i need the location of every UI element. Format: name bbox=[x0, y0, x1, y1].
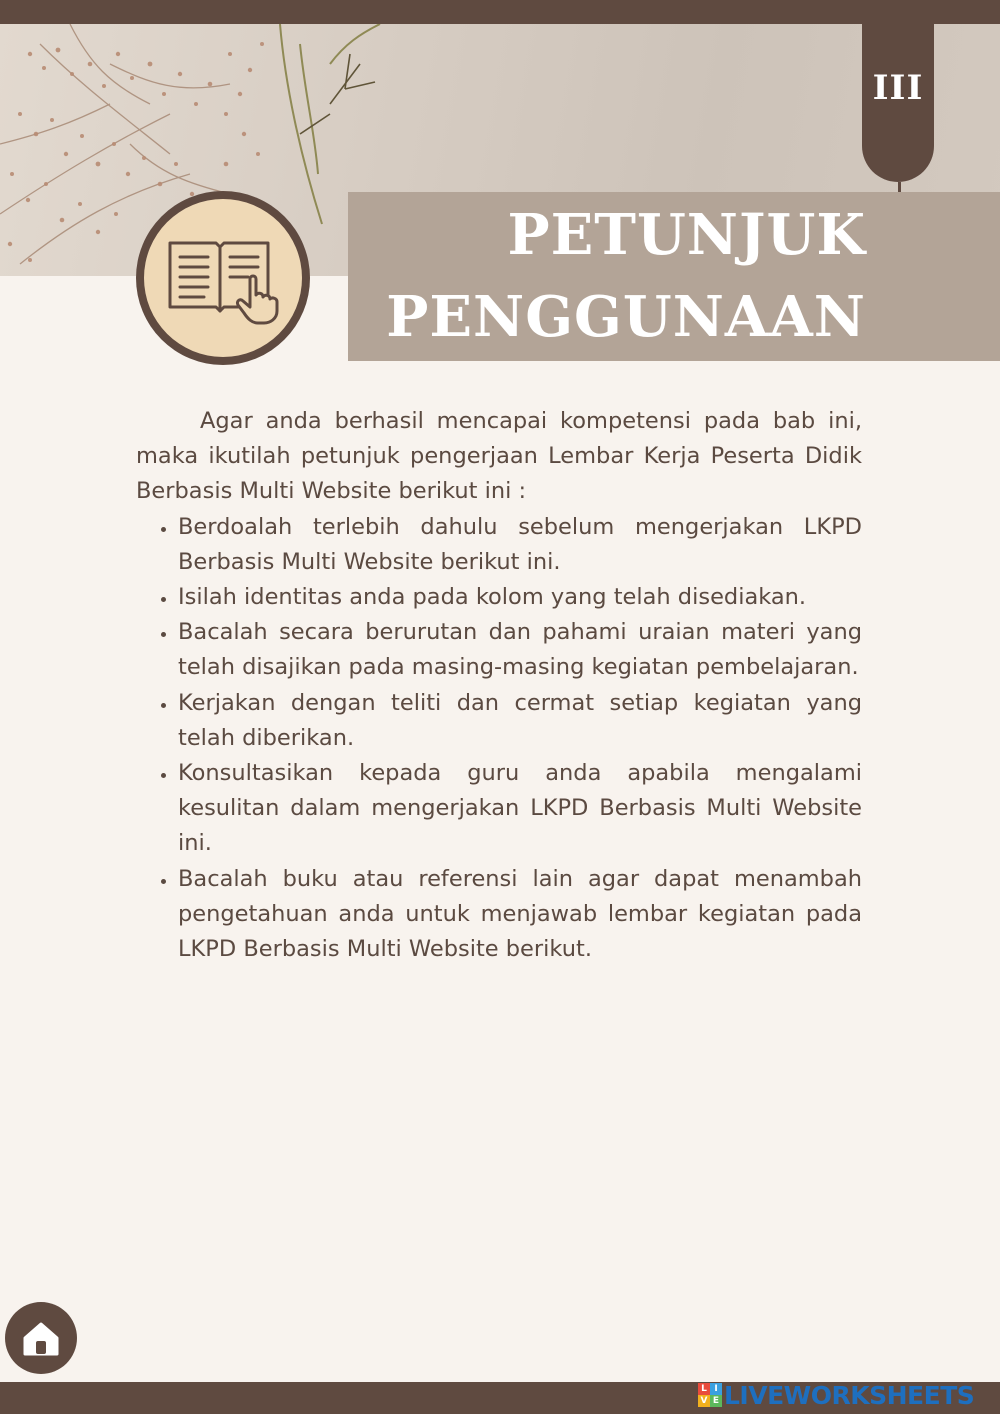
liveworksheets-watermark bbox=[698, 1382, 974, 1408]
liveworksheets-wordmark: LIVEWORKSHEETS bbox=[724, 1380, 975, 1410]
chapter-number: III bbox=[872, 68, 924, 108]
section-emblem bbox=[136, 191, 310, 365]
list-item: • Isilah identitas anda pada kolom yang telah disediakan. bbox=[178, 580, 862, 615]
top-bar bbox=[0, 0, 1000, 24]
intro-paragraph: Agar anda berhasil mencapai kompetensi pada bab ini, maka ikutilah petunjuk pengerjaan Lembar Kerja Peserta Didik Berbasis Multi Website berikut ini : bbox=[136, 408, 862, 505]
list-item: • Berdoalah terlebih dahulu sebelum mengerjakan LKPD Berbasis Multi Website berikut ini. bbox=[178, 510, 862, 580]
page-title-line-1: PETUNJUK bbox=[507, 202, 866, 268]
list-item: • Konsultasikan kepada guru anda apabila mengalami kesulitan dalam mengerjakan LKPD Berbasis Multi Website ini. bbox=[178, 756, 862, 862]
list-item: • Bacalah buku atau referensi lain agar dapat menambah pengetahuan anda untuk menjawab lembar kegiatan pada LKPD Berbasis Multi Website berikut. bbox=[178, 862, 862, 968]
chapter-tab bbox=[862, 24, 934, 182]
home-icon bbox=[19, 1316, 63, 1360]
liveworksheets-logo-icon: L I V E bbox=[698, 1383, 722, 1407]
home-button[interactable] bbox=[5, 1302, 77, 1374]
page-title-line-2: PENGGUNAAN bbox=[386, 284, 866, 350]
instructions-content bbox=[136, 404, 862, 967]
title-banner bbox=[348, 192, 1000, 361]
list-item: • Bacalah secara berurutan dan pahami uraian materi yang telah disajikan pada masing-masing kegiatan pembelajaran. bbox=[178, 615, 862, 685]
instructions-list bbox=[136, 510, 862, 968]
list-item: • Kerjakan dengan teliti dan cermat setiap kegiatan yang telah diberikan. bbox=[178, 686, 862, 756]
book-touch-icon bbox=[164, 235, 284, 325]
